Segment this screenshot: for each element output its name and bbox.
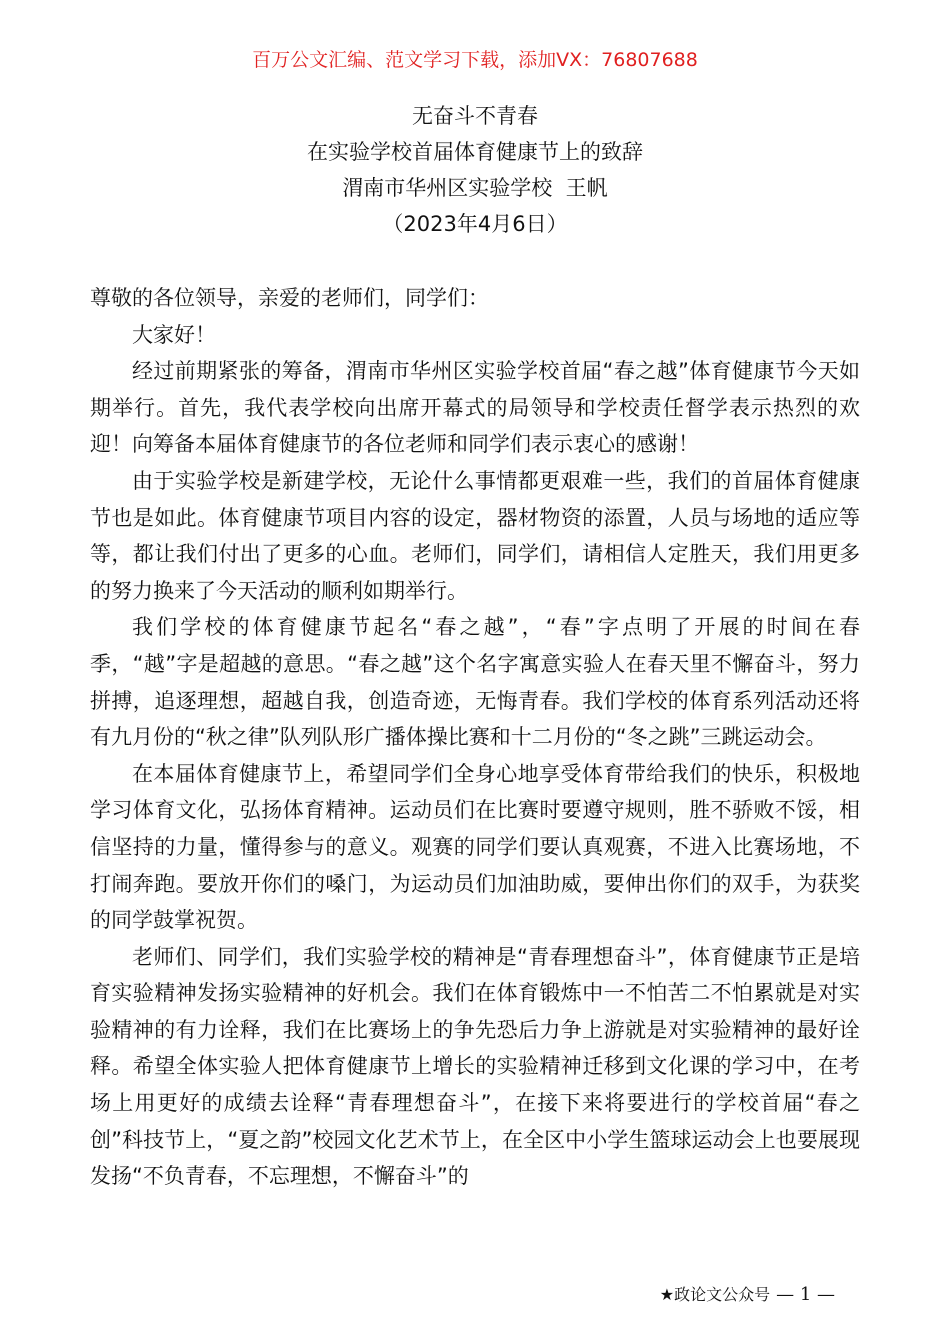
paragraph-school-spirit: 老师们、同学们，我们实验学校的精神是“青春理想奋斗”，体育健康节正是培育实验精神发扬实验精神的好机会。我们在体育锻炼中一不怕苦二不怕累就是对实验精神的有力诠释，我们在比赛场上的争先恐后力争上游就是对实验精神的最好诠释。希望全体实验人把体育健康节上增长的实验精神迁移到文化课的学习中，在考场上用更好的成绩去诠释“青春理想奋斗”，在接下来将要进行的学校首届“春之创”科技节上，“夏之韵”校园文化艺术节上，在全区中小学生篮球运动会上也要展现发扬“不负青春，不忘理想，不懈奋斗”的 [90,944,860,1189]
title-block [0,98,950,242]
salutation: 尊敬的各位领导，亲爱的老师们，同学们： [90,286,489,310]
document-title: 无奋斗不青春 [412,104,538,128]
paragraph-greeting: 大家好！ [132,322,216,347]
date-line: （2023年4月6日） [382,212,568,236]
paragraph-opening: 经过前期紧张的筹备，渭南市华州区实验学校首届“春之越”体育健康节今天如期举行。首先，我代表学校向出席开幕式的局领导和学校责任督学表示热烈的欢迎！向筹备本届体育健康节的各位老师和同学们表示衷心的感谢！ [90,359,860,457]
paragraph-festival-name: 我们学校的体育健康节起名“春之越”，“春”字点明了开展的时间在春季，“越”字是超越的意思。“春之越”这个名字寓意实验人在春天里不懈奋斗，努力拼搏，追逐理想，超越自我，创造奇迹，无悔青春。我们学校的体育系列活动还将有九月份的“秋之律”队列队形广播体操比赛和十二月份的“冬之跳”三跳运动会。 [90,615,860,750]
paragraph-preparation: 由于实验学校是新建学校，无论什么事情都更艰难一些，我们的首届体育健康节也是如此。体育健康节项目内容的设定，器材物资的添置，人员与场地的适应等等，都让我们付出了更多的心血。老师们，同学们，请相信人定胜天，我们用更多的努力换来了今天活动的顺利如期举行。 [90,468,860,603]
author-line: 渭南市华州区实验学校 王帆 [342,176,608,200]
page-footer [660,1283,835,1307]
paragraph-expectations: 在本届体育健康节上，希望同学们全身心地享受体育带给我们的快乐，积极地学习体育文化，弘扬体育精神。运动员们在比赛时要遵守规则，胜不骄败不馁，相信坚持的力量，懂得参与的意义。观赛的同学们要认真观赛，不进入比赛场地，不打闹奔跑。要放开你们的嗓门，为运动员们加油助威，要伸出你们的双手，为获奖的同学鼓掌祝贺。 [90,761,860,933]
speech-body [90,280,860,1195]
footer-source: ★政论文公众号 [659,1285,771,1304]
page-number: — 1 — [776,1284,835,1305]
header-banner: 百万公文汇编、范文学习下载，添加VX：76807688 [252,49,698,71]
document-subtitle: 在实验学校首届体育健康节上的致辞 [307,140,643,164]
